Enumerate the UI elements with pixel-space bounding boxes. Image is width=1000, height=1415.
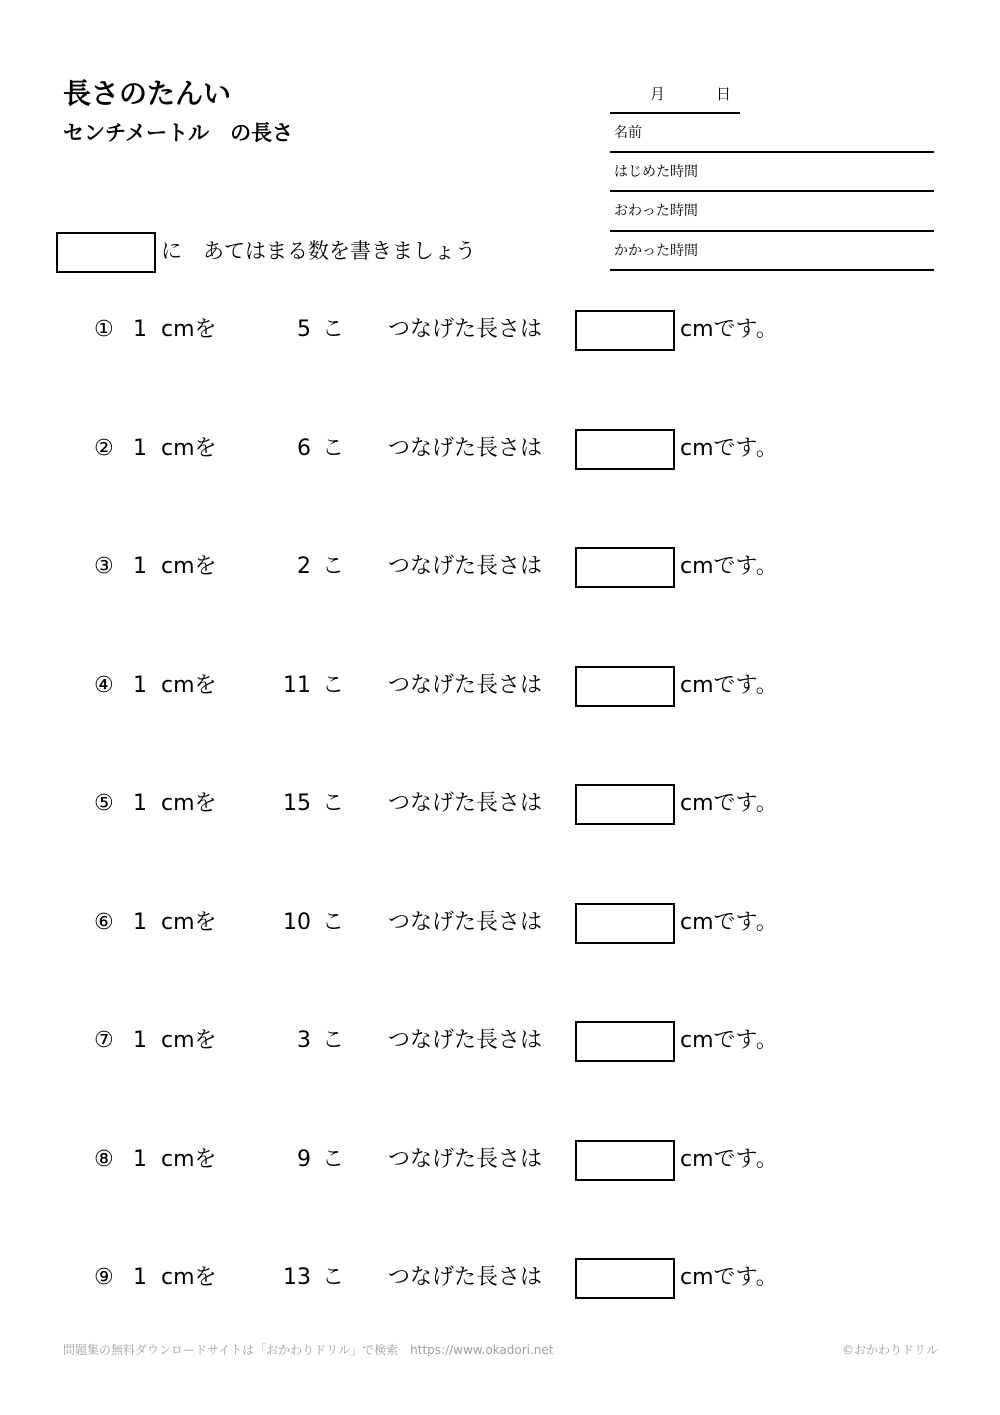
piece-counter-word: こ xyxy=(322,317,345,342)
piece-count: 9 xyxy=(297,1147,311,1172)
unit-label: cmを xyxy=(161,1265,217,1290)
name-label: 名前 xyxy=(614,125,642,141)
unit-count-one: 1 xyxy=(133,910,147,935)
date-underline xyxy=(610,112,740,114)
problem-number: ① xyxy=(94,317,114,342)
problem-number: ⑨ xyxy=(94,1265,114,1290)
piece-counter-word: こ xyxy=(322,436,345,461)
answer-box[interactable] xyxy=(575,547,675,588)
name-underline xyxy=(610,151,934,153)
start-time-label: はじめた時間 xyxy=(614,164,698,180)
piece-count: 11 xyxy=(283,673,311,698)
answer-suffix: cmです。 xyxy=(680,673,778,698)
elapsed-time-underline xyxy=(610,269,934,271)
footer-site-note: 問題集の無料ダウンロードサイトは「おかわりドリル」で検索 https://www.okadori.net xyxy=(63,1343,554,1357)
unit-label: cmを xyxy=(161,436,217,461)
problem-phrase: つなげた長さは xyxy=(388,791,543,816)
problem-phrase: つなげた長さは xyxy=(388,317,543,342)
problem-number: ⑥ xyxy=(94,910,114,935)
piece-counter-word: こ xyxy=(322,791,345,816)
problem-phrase: つなげた長さは xyxy=(388,1147,543,1172)
unit-label: cmを xyxy=(161,554,217,579)
unit-label: cmを xyxy=(161,673,217,698)
legend-answer-box xyxy=(56,232,156,273)
unit-count-one: 1 xyxy=(133,1028,147,1053)
answer-suffix: cmです。 xyxy=(680,436,778,461)
piece-counter-word: こ xyxy=(322,673,345,698)
answer-box[interactable] xyxy=(575,666,675,707)
piece-count: 15 xyxy=(283,791,311,816)
page-subtitle: センチメートル の長さ xyxy=(63,121,294,145)
unit-count-one: 1 xyxy=(133,1265,147,1290)
answer-box[interactable] xyxy=(575,429,675,470)
answer-box[interactable] xyxy=(575,1258,675,1299)
problem-number: ② xyxy=(94,436,114,461)
problem-phrase: つなげた長さは xyxy=(388,436,543,461)
start-time-underline xyxy=(610,190,934,192)
page-title: 長さのたんい xyxy=(63,77,232,110)
unit-label: cmを xyxy=(161,317,217,342)
answer-suffix: cmです。 xyxy=(680,1028,778,1053)
unit-label: cmを xyxy=(161,791,217,816)
unit-count-one: 1 xyxy=(133,1147,147,1172)
footer-copyright: ©おかわりドリル xyxy=(842,1343,939,1357)
answer-box[interactable] xyxy=(575,310,675,351)
problem-phrase: つなげた長さは xyxy=(388,1265,543,1290)
problem-phrase: つなげた長さは xyxy=(388,910,543,935)
answer-suffix: cmです。 xyxy=(680,910,778,935)
unit-label: cmを xyxy=(161,1147,217,1172)
unit-label: cmを xyxy=(161,910,217,935)
answer-box[interactable] xyxy=(575,1140,675,1181)
piece-count: 13 xyxy=(283,1265,311,1290)
problem-number: ③ xyxy=(94,554,114,579)
unit-count-one: 1 xyxy=(133,317,147,342)
problem-phrase: つなげた長さは xyxy=(388,673,543,698)
problem-number: ④ xyxy=(94,673,114,698)
unit-label: cmを xyxy=(161,1028,217,1053)
day-label: 日 xyxy=(716,85,732,103)
piece-count: 2 xyxy=(297,554,311,579)
piece-count: 3 xyxy=(297,1028,311,1053)
unit-count-one: 1 xyxy=(133,554,147,579)
month-label: 月 xyxy=(650,85,666,103)
answer-box[interactable] xyxy=(575,784,675,825)
answer-suffix: cmです。 xyxy=(680,554,778,579)
piece-counter-word: こ xyxy=(322,554,345,579)
piece-counter-word: こ xyxy=(322,1028,345,1053)
unit-count-one: 1 xyxy=(133,673,147,698)
piece-count: 6 xyxy=(297,436,311,461)
answer-box[interactable] xyxy=(575,903,675,944)
problem-phrase: つなげた長さは xyxy=(388,554,543,579)
answer-suffix: cmです。 xyxy=(680,1265,778,1290)
problem-phrase: つなげた長さは xyxy=(388,1028,543,1053)
piece-count: 5 xyxy=(297,317,311,342)
unit-count-one: 1 xyxy=(133,436,147,461)
answer-suffix: cmです。 xyxy=(680,317,778,342)
piece-counter-word: こ xyxy=(322,1147,345,1172)
problem-number: ⑤ xyxy=(94,791,114,816)
unit-count-one: 1 xyxy=(133,791,147,816)
piece-count: 10 xyxy=(283,910,311,935)
piece-counter-word: こ xyxy=(322,910,345,935)
end-time-underline xyxy=(610,230,934,232)
answer-suffix: cmです。 xyxy=(680,791,778,816)
elapsed-time-label: かかった時間 xyxy=(614,243,698,259)
answer-box[interactable] xyxy=(575,1021,675,1062)
end-time-label: おわった時間 xyxy=(614,203,698,219)
problem-number: ⑦ xyxy=(94,1028,114,1053)
answer-suffix: cmです。 xyxy=(680,1147,778,1172)
problem-number: ⑧ xyxy=(94,1147,114,1172)
instruction-text: に あてはまる数を書きましょう xyxy=(161,239,476,263)
piece-counter-word: こ xyxy=(322,1265,345,1290)
